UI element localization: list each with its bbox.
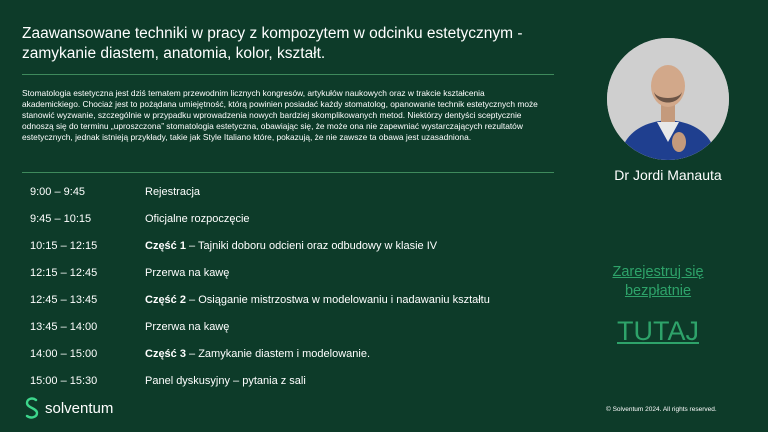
- copyright-text: © Solventum 2024. All rights reserved.: [606, 406, 717, 413]
- agenda-text: Rejestracja: [145, 185, 201, 198]
- speaker-name: Dr Jordi Manauta: [614, 167, 722, 183]
- agenda-event: [145, 240, 560, 252]
- divider-top: [22, 74, 554, 75]
- agenda-row: [30, 286, 560, 313]
- agenda-event: [145, 348, 560, 360]
- agenda-part: Część 3: [145, 347, 186, 360]
- agenda-row: [30, 178, 560, 205]
- agenda-event: [145, 213, 560, 225]
- event-description: Stomatologia estetyczna jest dziś tematem przewodnim licznych kongresów, artykułów naukowych oraz w trakcie kształcenia akademickiego. Chociaż jest to pożądana umiejętność, którą powinien posiadać każdy stomatolog, opanowanie technik estetycznych może stanowić wyzwanie, szczególnie w przypadku wprowadzenia nowych bardziej skomplikowanych metod. Niektórzy dentyści sceptycznie odnoszą się do terminu „uproszczona” stomatologia estetyczna, obawiając się, że może ona nie zapewniać wystarczających rezultatów estetycznych, jednak istnieją przykłady, takie jak Style Italiano które, pokazują, że nie zawsze ta obawa jest uzasadniona.: [22, 88, 538, 142]
- page-title: Zaawansowane techniki w pracy z kompozytem w odcinku estetycznym - zamykanie diastem, anatomia, kolor, kształt.: [22, 25, 523, 62]
- agenda-event: [145, 294, 560, 306]
- agenda-time: 12:45 – 13:45: [30, 293, 98, 306]
- agenda-text: Oficjalne rozpoczęcie: [145, 212, 250, 225]
- solventum-logo-icon: [24, 397, 40, 419]
- agenda-row: [30, 232, 560, 259]
- speaker-portrait-icon: [607, 38, 729, 160]
- agenda-row: [30, 259, 560, 286]
- agenda-event: [145, 375, 560, 387]
- agenda-time: 10:15 – 12:15: [30, 239, 98, 252]
- agenda-text: Przerwa na kawę: [145, 320, 230, 333]
- solventum-logo: [24, 397, 113, 419]
- agenda-text: – Osiąganie mistrzostwa w modelowaniu i nadawaniu kształtu: [185, 293, 490, 306]
- agenda-part: Część 1: [145, 239, 186, 252]
- agenda-part: Część 2: [145, 293, 186, 306]
- agenda-text: – Tajniki doboru odcieni oraz odbudowy w klasie IV: [185, 239, 438, 252]
- speaker-photo: [607, 38, 729, 160]
- here-link[interactable]: TUTAJ: [617, 316, 699, 346]
- agenda-time: 9:00 – 9:45: [30, 185, 86, 198]
- agenda-time: 13:45 – 14:00: [30, 320, 98, 333]
- agenda-text: Panel dyskusyjny – pytania z sali: [145, 374, 306, 387]
- brand-name: solventum: [45, 399, 114, 417]
- agenda-list: [30, 178, 560, 394]
- agenda-time: 14:00 – 15:00: [30, 347, 98, 360]
- agenda-text: – Zamykanie diastem i modelowanie.: [185, 347, 371, 360]
- divider-middle: [22, 172, 554, 173]
- agenda-text: Przerwa na kawę: [145, 266, 230, 279]
- agenda-time: 15:00 – 15:30: [30, 374, 98, 387]
- agenda-row: [30, 340, 560, 367]
- agenda-event: [145, 267, 560, 279]
- agenda-row: [30, 205, 560, 232]
- agenda-row: [30, 367, 560, 394]
- agenda-time: 9:45 – 10:15: [30, 212, 92, 225]
- agenda-time: 12:15 – 12:45: [30, 266, 98, 279]
- register-link[interactable]: Zarejestruj się bezpłatnie: [612, 264, 704, 299]
- agenda-event: [145, 321, 560, 333]
- agenda-event: [145, 186, 560, 198]
- agenda-row: [30, 313, 560, 340]
